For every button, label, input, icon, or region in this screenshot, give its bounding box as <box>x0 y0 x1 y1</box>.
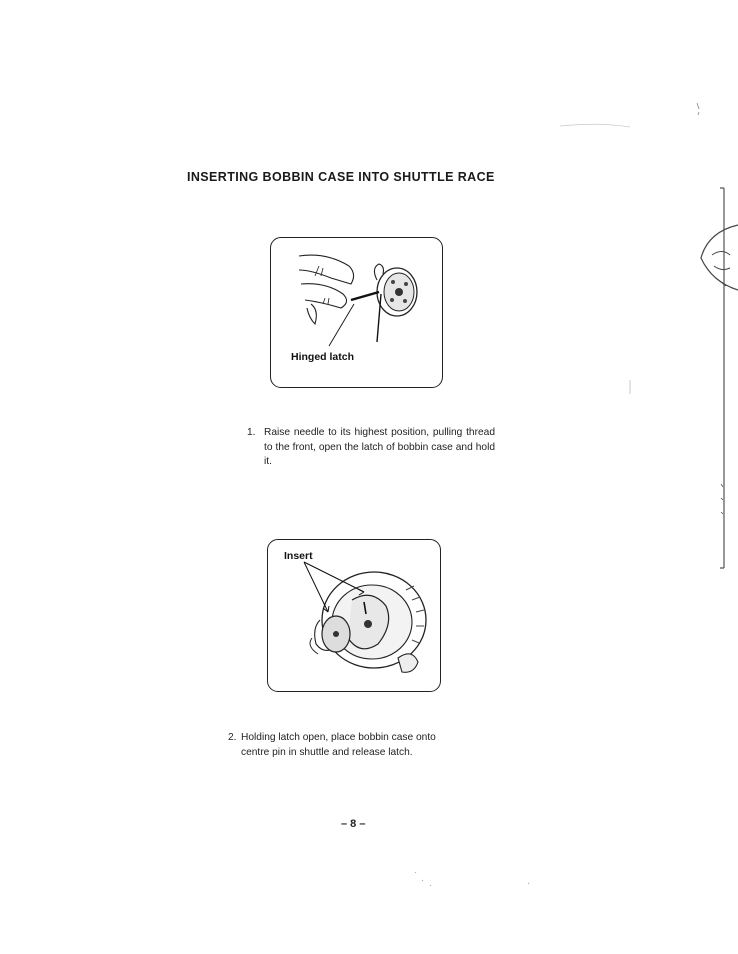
step-2-number: 2. <box>228 732 237 743</box>
step-1-text: Raise needle to its highest position, pulling thread to the front, open the latch of bobbin case and hold it. <box>264 427 495 467</box>
step-2-text: Holding latch open, place bobbin case onto centre pin in shuttle and release latch. <box>241 732 436 758</box>
insert-figure <box>267 539 441 692</box>
step-1-number: 1. <box>247 427 256 438</box>
bobbin-case-hand-illustration <box>271 238 444 389</box>
shuttle-race-illustration <box>268 540 442 693</box>
insert-label: Insert <box>284 550 313 562</box>
step-2-instruction <box>228 731 458 760</box>
page-number: – 8 – <box>341 818 366 830</box>
hinged-latch-figure <box>270 237 443 388</box>
page-title: INSERTING BOBBIN CASE INTO SHUTTLE RACE <box>187 170 495 184</box>
step-1-instruction <box>247 426 495 470</box>
hinged-latch-label: Hinged latch <box>291 351 355 363</box>
